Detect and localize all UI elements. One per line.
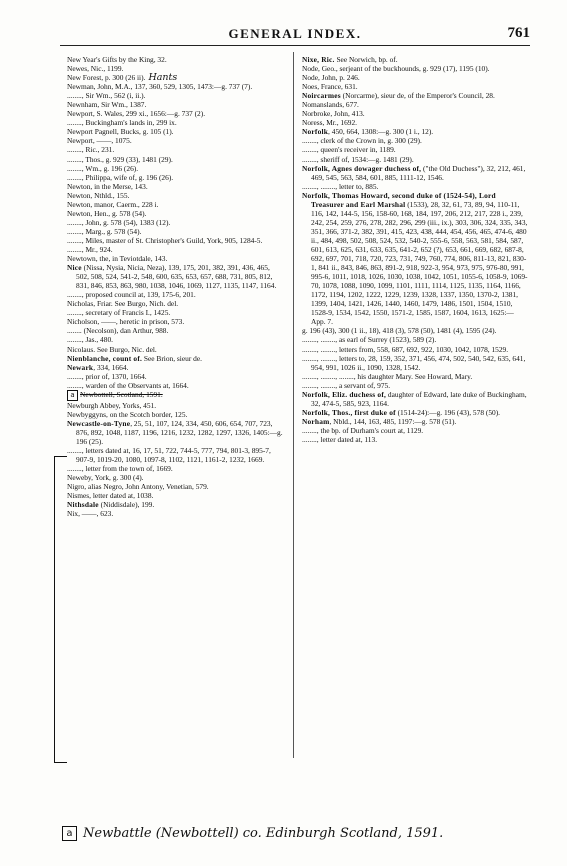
index-entry: [302, 145, 528, 154]
index-entry: [67, 317, 284, 326]
index-column-left: [67, 55, 284, 518]
entry-text: (Niddisdale), 199.: [98, 500, 155, 510]
index-entry: [67, 200, 284, 209]
index-entry: [67, 55, 284, 64]
index-entry: [67, 91, 284, 100]
handwritten-bracket: [54, 456, 67, 763]
index-entry: [302, 417, 528, 426]
entry-text: , Nbld., 144, 163, 485, 1197:—g. 578 (51).: [329, 416, 457, 426]
header-rule: [60, 45, 530, 46]
entry-text: New Year's Gifts by the King, 32.: [67, 55, 167, 64]
entry-text: ........, letter from the town of, 1669.: [67, 464, 173, 474]
entry-text: (1533), 28, 32, 61, 73, 89, 94, 110-11, 116, 142, 144-5, 156, 158-60, 168, 184, 197, 206, 212, 217, 228 i., 239, 242, 254, 259, 276, 278, 282, 296, 299 (iii., ix.), 303, 306, 324, 335, 343, 351, 366, 371-2, 382, 391, 415, 423, 438, 444, 454, 456, 465, 474-6, 480 ii., 484, 498, 502, 508, 524, 532, 540-2, 555-6, 558, 563, 581, 584, 587, 601, 613, 625, 631, 633, 635, 641-2, 652 (?), 653, 661, 669, 682, 687-8, 692, 697, 701, 718, 720, 723, 731, 749, 760, 774, 806, 811-13, 821, 830-1, 841 ii., 843, 846, 863, 891-2, 918, 922-3, 954, 973, 975, 976-80, 991, 995-6, 1011, 1018, 1026, 1030, 1038, 1042, 1051, 1055-6, 1058-9, 1069-70, 1078, 1088, 1090, 1099, 1101, 1111, 1114, 1125, 1135, 1164, 1166, 1172, 1194, 1202, 1222, 1229, 1239, 1328, 1337, 1350, 1370-2, 1381, 1399, 1404, 1421, 1426, 1440, 1460, 1479, 1486, 1501, 1504, 1510, 1528-9, 1534, 1542, 1550, 1571-2, 1585, 1587, 1604, 1613, 1625:—App. 7.: [311, 199, 528, 327]
entry-text: See Norwich, bp. of.: [334, 55, 398, 64]
index-entry: [302, 354, 528, 372]
index-entry: [67, 491, 284, 500]
entry-heading: Nienblanche, count of.: [67, 353, 143, 363]
index-entry: [302, 345, 528, 354]
index-entry: [302, 73, 528, 82]
entry-text: Newbyggyns, on the Scotch border, 125.: [67, 409, 188, 419]
index-entry: [302, 127, 528, 136]
entry-text: ........, Philippa, wife of, g. 196 (26).: [67, 172, 174, 182]
index-entry: [67, 473, 284, 482]
entry-text: , 334, 1664.: [93, 362, 129, 372]
index-entry: [67, 145, 284, 154]
entry-heading: Newcastle-on-Tyne: [67, 418, 131, 428]
index-entry: [302, 155, 528, 164]
entry-text: (Nissa, Nysia, Nicia, Neza), 139, 175, 201, 382, 391, 436, 465, 502, 508, 524, 541-2, 548, 600, 635, 653, 657, 688, 731, 805, 812, 831, 846, 853, 863, 980, 1038, 1046, 1069, 1127, 1135, 1147, 1164.: [76, 263, 277, 291]
index-entry: [67, 173, 284, 182]
entry-text: ........, Marg., g. 578 (54).: [67, 226, 142, 236]
entry-text: Newton, manor, Caerm., 228 i.: [67, 199, 159, 209]
index-column-right: [302, 55, 528, 444]
index-entry: [67, 335, 284, 344]
index-entry: [67, 354, 284, 363]
index-entry: [302, 426, 528, 435]
entry-heading: Norfolk, Eliz. duchess of,: [302, 389, 387, 399]
index-entry: [67, 372, 284, 381]
entry-text: ........, secretary of Francis I., 1425.: [67, 308, 171, 318]
entry-text: ........, Jas., 480.: [67, 335, 113, 345]
entry-text: ........, ........, letters from, 558, 687, 692, 922, 1030, 1042, 1078, 1529.: [302, 344, 509, 354]
handwritten-footnote: [62, 826, 562, 841]
entry-text: ........, ........, letter to, 885.: [302, 181, 379, 191]
entry-text: Node, John, p. 246.: [302, 73, 360, 83]
entry-text: daughter of Edward, late duke of Buckingham, 32, 474-5, 585, 923, 1164.: [311, 389, 527, 408]
entry-text: Neweby, York, g. 300 (4).: [67, 473, 144, 483]
entry-text: Noes, France, 631.: [302, 82, 358, 92]
index-entry: [67, 182, 284, 191]
entry-text: ........, prior of, 1370, 1664.: [67, 371, 147, 381]
footnote-text: Newbattle (Newbottell) co. Edinburgh Scotland, 1591.: [83, 826, 444, 841]
entry-text: Newport, S. Wales, 299 xi., 1656:—g. 737 (2).: [67, 109, 206, 119]
entry-text: New Forest, p. 300 (26 ii).: [67, 73, 146, 83]
entry-text: Nomanslands, 677.: [302, 100, 359, 110]
entry-text: ........, John, g. 578 (54), 1383 (12).: [67, 217, 171, 227]
index-entry: [67, 218, 284, 227]
entry-text: (1514-24):—g. 196 (43), 578 (50).: [395, 407, 501, 417]
index-entry: [302, 118, 528, 127]
entry-text: ("the Old Duchess"), 32, 212, 461, 469, 545, 563, 584, 601, 885, 1111-12, 1546.: [311, 163, 526, 182]
index-entry: [302, 164, 528, 182]
index-entry: [302, 100, 528, 109]
index-entry: [67, 109, 284, 118]
index-entry: [302, 182, 528, 191]
index-entry: [67, 136, 284, 145]
entry-text: Newport Pagnell, Bucks, g. 105 (1).: [67, 127, 174, 137]
entry-text: , 450, 664, 1308:—g. 300 (1 i., 12).: [328, 127, 434, 137]
index-entry: [67, 410, 284, 419]
entry-text: ........, warden of the Observants at, 1664.: [67, 380, 189, 390]
entry-text: Newes, Nic., 1199.: [67, 64, 124, 74]
entry-text: ........, Mr., 924.: [67, 244, 113, 254]
index-entry: [302, 335, 528, 344]
index-entry: [67, 127, 284, 136]
index-entry: [67, 500, 284, 509]
index-entry: [302, 91, 528, 100]
entry-heading: Newark: [67, 362, 94, 372]
entry-text: ........, ........, a servant of, 975.: [302, 380, 391, 390]
index-entry: [67, 308, 284, 317]
entry-text: ........, ........, ........, his daughter Mary. See Howard, Mary.: [302, 371, 473, 381]
index-entry: [67, 345, 284, 354]
entry-text: ........, ........, letters to, 28, 159, 352, 371, 456, 474, 502, 540, 542, 635, 641, 954, 991, 1026 ii., 1090, 1328, 1542.: [302, 353, 526, 372]
index-entry: [67, 363, 284, 372]
entry-text: ........, the bp. of Durham's court at, 1129.: [302, 425, 424, 435]
index-entry: [67, 100, 284, 109]
entry-heading: Norfolk, Thomas Howard, second duke of (1524-54), Lord Treasurer and Earl Marshal: [302, 190, 496, 209]
entry-text: Newton, Hen., g. 578 (54).: [67, 208, 147, 218]
entry-text: ........, clerk of the Crown in, g. 300 (29).: [302, 136, 422, 146]
index-entry: [302, 191, 528, 327]
index-entry: [67, 290, 284, 299]
entry-text: ........ (Necolson), dan Arthur, 988.: [67, 326, 169, 336]
entry-heading: Nixe, Ric.: [302, 55, 335, 64]
entry-heading: Nithsdale: [67, 500, 99, 510]
index-entry: [302, 390, 528, 408]
entry-text: Newtown, the, in Teviotdale, 143.: [67, 254, 168, 264]
index-entry: [67, 209, 284, 218]
index-entry: [67, 299, 284, 308]
entry-heading: Norfolk, Thos., first duke of: [302, 407, 396, 417]
index-entry: [302, 109, 528, 118]
entry-text: Newport, ——, 1075.: [67, 136, 132, 146]
index-entry: [302, 408, 528, 417]
footnote-marker: a: [62, 826, 77, 841]
index-entry: [302, 55, 528, 64]
index-entry: [67, 191, 284, 200]
entry-text: Nicolaus. See Burgo, Nic. del.: [67, 344, 157, 354]
entry-text: , 25, 51, 107, 124, 334, 450, 606, 654, 707, 723, 876, 892, 1048, 1187, 1196, 1216, 1232, 1282, 1297, 1326, 1405:—g. 196 (25).: [76, 418, 283, 446]
index-entry: [67, 419, 284, 446]
entry-heading: Noircarmes: [302, 91, 341, 101]
index-entry: [67, 446, 284, 464]
index-entry: [302, 82, 528, 91]
index-entry: [67, 390, 284, 401]
entry-text: Noress, Mr., 1692.: [302, 118, 358, 128]
index-entry: [67, 236, 284, 245]
entry-heading: Norham: [302, 416, 330, 426]
entry-text: ........, queen's receiver in, 1189.: [302, 145, 396, 155]
page-number: 761: [507, 25, 530, 41]
index-entry: [67, 82, 284, 91]
index-entry: [302, 326, 528, 335]
entry-text: ........, Ric., 231.: [67, 145, 115, 155]
column-divider: [293, 52, 294, 758]
entry-text: Norbroke, John, 413.: [302, 109, 365, 119]
index-entry: [67, 73, 284, 82]
entry-text: Newton, Nthld., 155.: [67, 190, 130, 200]
index-entry: [302, 136, 528, 145]
entry-text: ........, Buckingham's lands in, 299 ix.: [67, 118, 177, 128]
entry-text: Newnham, Sir Wm., 1387.: [67, 100, 147, 110]
entry-text: Nicholson, ——, heretic in prison, 573.: [67, 317, 185, 327]
index-entry: [67, 509, 284, 518]
entry-text: (Norcarme), sieur de, of the Emperor's Council, 28.: [340, 91, 495, 101]
page-title: GENERAL INDEX.: [228, 26, 362, 41]
entry-text: Nigro, alias Negro, John Antony, Venetian, 579.: [67, 482, 209, 492]
index-entry: [67, 118, 284, 127]
index-entry: [67, 227, 284, 236]
entry-text: Nix, ——, 623.: [67, 509, 114, 519]
entry-text: Newton, in the Merse, 143.: [67, 181, 148, 191]
index-entry: [302, 372, 528, 381]
entry-heading: Nice: [67, 263, 82, 273]
entry-text: Nismes, letter dated at, 1038.: [67, 491, 154, 501]
struck-entry: Newbottell, Scotland, 1591.: [80, 389, 163, 399]
index-entry: [67, 263, 284, 290]
index-entry: [302, 381, 528, 390]
annotation-marker: a: [67, 390, 78, 401]
index-entry: [67, 381, 284, 390]
entry-text: g. 196 (43), 300 (1 ii., 18), 418 (3), 578 (50), 1481 (4), 1595 (24).: [302, 326, 497, 336]
index-entry: [67, 401, 284, 410]
entry-text: ........, ........, as earl of Surrey (1523), 589 (2).: [302, 335, 437, 345]
entry-text: ........, Wm., g. 196 (26).: [67, 163, 139, 173]
entry-text: ........, letters dated at, 16, 17, 51, 722, 744-5, 777, 794, 801-3, 895-7, 907-9, 1019-20, 1080, 1097-8, 1102, 1121, 1161-2, 1232, 1669.: [67, 445, 271, 465]
index-entry: [302, 435, 528, 444]
entry-text: Nicholas, Friar. See Burgo, Nich. del.: [67, 299, 179, 309]
index-entry: [67, 245, 284, 254]
index-entry: [67, 464, 284, 473]
entry-text: ........, Sir Wm., 562 (i, ii.).: [67, 91, 146, 101]
entry-heading: Norfolk, Agnes dowager duchess of,: [302, 163, 422, 173]
entry-text: ........, proposed council at, 139, 175-6, 201.: [67, 290, 196, 300]
entry-text: Newburgh Abbey, Yorks, 451.: [67, 400, 157, 410]
entry-text: Node, Geo., serjeant of the buckhounds, g. 929 (17), 1195 (10).: [302, 64, 490, 74]
index-entry: [67, 164, 284, 173]
entry-text: ........, letter dated at, 113.: [302, 434, 378, 444]
entry-text: See Brion, sieur de.: [142, 353, 202, 363]
entry-text: ........, sheriff of, 1534:—g. 1481 (29).: [302, 154, 414, 164]
entry-heading: Norfolk: [302, 127, 329, 137]
entry-text: ........, Miles, master of St. Christopher's Guild, York, 905, 1284-5.: [67, 235, 263, 245]
handwritten-note: Hants: [145, 72, 178, 84]
index-entry: [67, 155, 284, 164]
entry-text: Newman, John, M.A., 137, 360, 529, 1305, 1473:—g. 737 (7).: [67, 82, 253, 92]
index-entry: [302, 64, 528, 73]
index-entry: [67, 326, 284, 335]
index-entry: [67, 482, 284, 491]
index-entry: [67, 254, 284, 263]
entry-text: ........, Thos., g. 929 (33), 1481 (29).: [67, 154, 173, 164]
